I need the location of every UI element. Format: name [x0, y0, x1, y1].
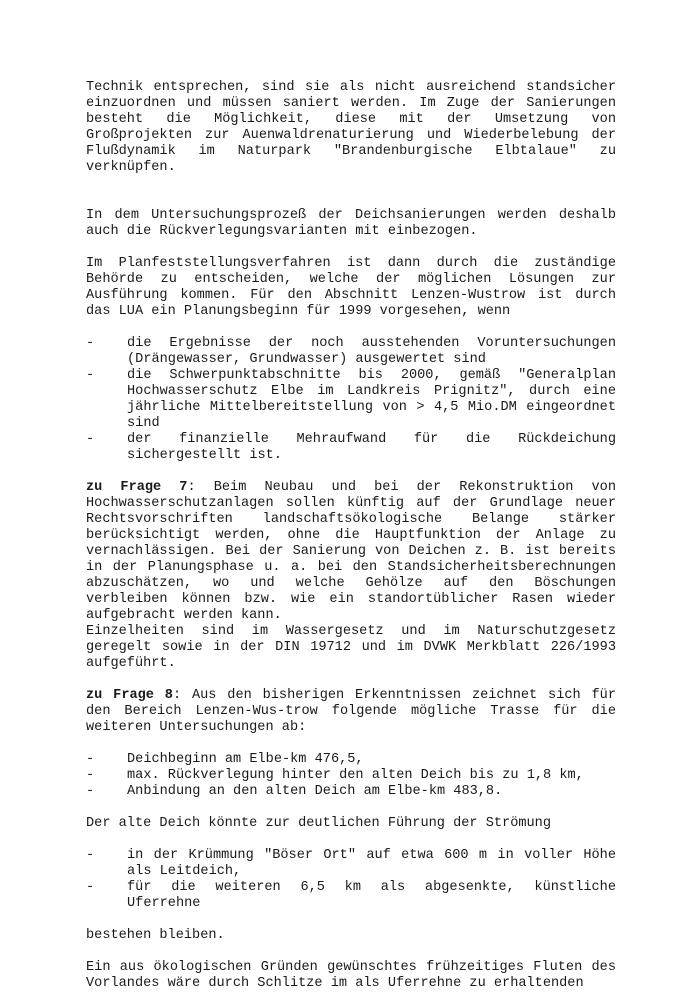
- paragraph-remain: bestehen bleiben.: [86, 928, 225, 943]
- question-7-label: zu Frage 7: [86, 480, 188, 495]
- dash-marker: -: [86, 752, 95, 767]
- list-item: - die Ergebnisse der noch ausstehenden Voruntersuchungen (Drängewasser, Grundwasser) ausgewertet sind: [86, 336, 616, 367]
- dash-marker: -: [86, 432, 95, 447]
- old-dike-list: [86, 848, 616, 912]
- list-item: - Anbindung an den alten Deich am Elbe-km 483,8.: [86, 784, 503, 799]
- question-8-label: zu Frage 8: [86, 688, 173, 703]
- question-7-details: Einzelheiten sind im Wassergesetz und im Naturschutzgesetz geregelt sowie in der DIN 19712 und im DVWK Merkblatt 226/1993 aufgeführt.: [86, 624, 616, 671]
- paragraph-planfeststellung: Im Planfeststellungsverfahren ist dann durch die zuständige Behörde zu entscheiden, welche der möglichen Lösungen zur Ausführung kommen. Für den Abschnitt Lenzen-Wustrow ist durch das LUA ein Planungsbeginn für 1999 vorgesehen, wenn: [86, 256, 616, 319]
- paragraph-technik: Technik entsprechen, sind sie als nicht ausreichend standsicher einzuordnen und müssen saniert werden. Im Zuge der Sanierungen besteht die Möglichkeit, diese mit der Umsetzung von Großprojekten zur Auenwaldrenaturierung und Wiederbelebung der Flußdynamik im Naturpark "Brandenburgische Elbtalaue" zu verknüpfen.: [86, 80, 616, 175]
- dash-marker: -: [86, 784, 95, 799]
- list-item: - in der Krümmung "Böser Ort" auf etwa 600 m in voller Höhe als Leitdeich,: [86, 848, 616, 879]
- dash-marker: -: [86, 336, 95, 351]
- dash-marker: -: [86, 848, 95, 863]
- answer-question-8: [86, 688, 616, 736]
- paragraph-flooding: Ein aus ökologischen Gründen gewünschtes frühzeitiges Fluten des Vorlandes wäre durch Schlitze im als Uferrehne zu erhaltenden: [86, 960, 616, 991]
- list-item: - für die weiteren 6,5 km als abgesenkte, künstliche Uferrehne: [86, 880, 616, 911]
- list-item: - die Schwerpunktabschnitte bis 2000, gemäß "Generalplan Hochwasserschutz Elbe im Landkreis Prignitz", durch eine jährliche Mittelbereitstellung von > 4,5 Mio.DM eingeordnet sind: [86, 368, 616, 431]
- list-item: - Deichbeginn am Elbe-km 476,5,: [86, 752, 364, 767]
- dash-marker: -: [86, 368, 95, 383]
- dash-marker: -: [86, 880, 95, 895]
- conditions-list: [86, 336, 616, 464]
- list-item: - max. Rückverlegung hinter den alten Deich bis zu 1,8 km,: [86, 768, 584, 783]
- list-item: - der finanzielle Mehraufwand für die Rückdeichung sichergestellt ist.: [86, 432, 616, 463]
- answer-question-7: [86, 480, 616, 672]
- question-8-text: : Aus den bisherigen Erkenntnissen zeichnet sich für den Bereich Lenzen-Wus-trow folgende mögliche Trasse für die weiteren Untersuchungen ab:: [86, 688, 616, 735]
- question-7-text: : Beim Neubau und bei der Rekonstruktion von Hochwasserschutzanlagen sollen künftig auf der Grundlage neuer Rechtsvorschriften landschaftsökologische Belange stärker berücksichtigt werden, ohne die Hauptfunktion der Anlage zu vernachlässigen. Bei der Sanierung von Deichen z. B. ist bereits in der Planungsphase u. a. bei den Standsicherheitsberechnungen abzuschätzen, wo und welche Gehölze auf den Böschungen verbleiben können bzw. wie ein standortüblicher Rasen wieder aufgebracht werden kann.: [86, 480, 617, 623]
- dash-marker: -: [86, 768, 95, 783]
- paragraph-old-dike: Der alte Deich könnte zur deutlichen Führung der Strömung: [86, 816, 551, 831]
- document-page: [86, 80, 616, 992]
- route-list: [86, 752, 616, 800]
- paragraph-untersuchungsprozess: In dem Untersuchungsprozeß der Deichsanierungen werden deshalb auch die Rückverlegungsvarianten mit einbezogen.: [86, 208, 616, 239]
